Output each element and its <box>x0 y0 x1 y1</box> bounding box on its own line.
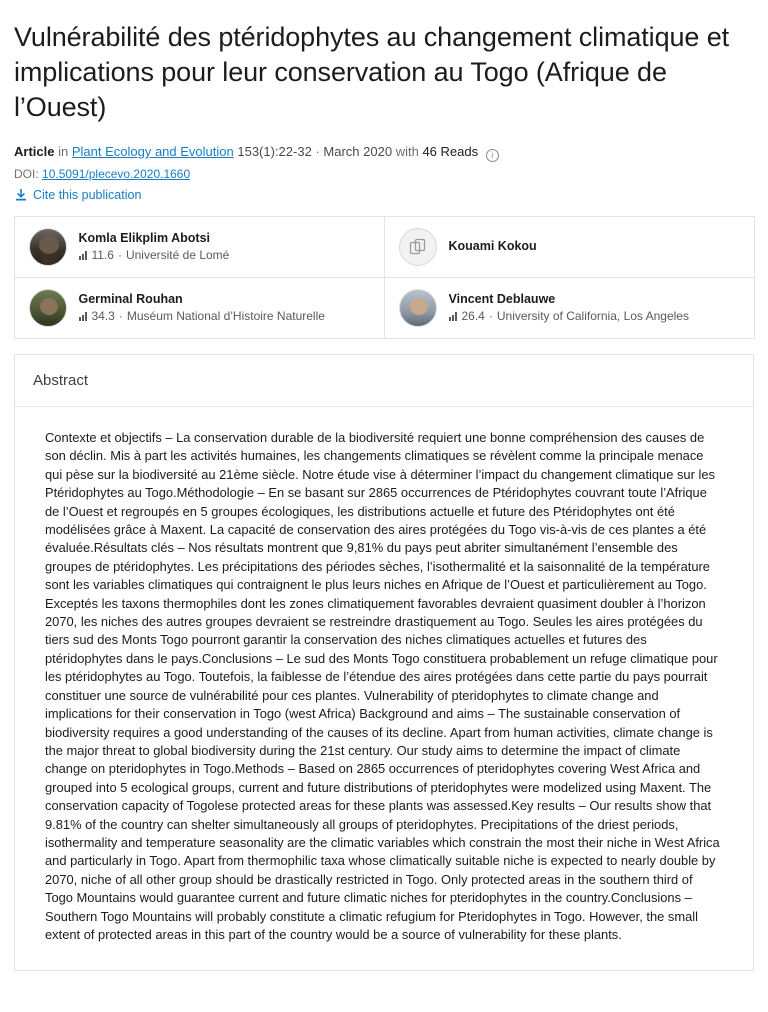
meta-with-label: with <box>395 144 419 159</box>
avatar[interactable] <box>399 289 437 327</box>
cite-label: Cite this publication <box>33 188 142 202</box>
author-affiliation: Université de Lomé <box>125 247 230 262</box>
download-cite-icon <box>14 188 28 202</box>
doi-link[interactable]: 10.5091/plecevo.2020.1660 <box>42 167 191 181</box>
author-card[interactable] <box>14 277 385 339</box>
abstract-section <box>14 354 754 971</box>
meta-separator-1: · <box>315 144 320 159</box>
author-score: 34.3 <box>91 308 115 323</box>
author-name: Vincent Deblauwe <box>448 291 556 306</box>
author-score: 11.6 <box>91 247 114 262</box>
score-bars-icon <box>449 312 457 321</box>
publication-date: March 2020 <box>323 144 393 159</box>
avatar-placeholder-icon[interactable] <box>399 228 437 266</box>
author-dot: · <box>488 308 493 323</box>
score-bars-icon <box>79 312 87 321</box>
journal-link[interactable]: Plant Ecology and Evolution <box>71 144 234 159</box>
author-meta <box>449 308 689 325</box>
author-dot: · <box>117 247 122 262</box>
author-name: Germinal Rouhan <box>78 291 183 306</box>
author-dot: · <box>118 308 123 323</box>
avatar[interactable] <box>29 289 67 327</box>
author-card[interactable] <box>384 216 755 278</box>
avatar[interactable] <box>29 228 67 266</box>
publication-meta <box>14 143 754 162</box>
author-name: Kouami Kokou <box>448 239 537 253</box>
authors-grid <box>14 216 754 338</box>
cite-this-publication-button[interactable] <box>14 188 754 202</box>
author-score: 26.4 <box>461 308 485 323</box>
author-affiliation: University of California, Los Angeles <box>496 308 689 323</box>
author-meta <box>79 247 230 264</box>
author-affiliation: Muséum National d’Histoire Naturelle <box>126 308 325 323</box>
issue-text: 153(1):22-32 <box>237 144 312 159</box>
abstract-heading: Abstract <box>15 355 753 407</box>
meta-in-label: in <box>58 144 69 159</box>
author-name: Komla Elikplim Abotsi <box>78 230 211 245</box>
author-meta <box>79 308 325 325</box>
page-title: Vulnérabilité des ptéridophytes au changement climatique et implications pour leur conservation au Togo (Afrique de l’Ouest) <box>14 22 730 122</box>
reads-count: 46 Reads <box>422 144 479 159</box>
score-bars-icon <box>79 251 87 260</box>
publication-type: Article <box>14 144 55 159</box>
doi-label: DOI: <box>14 167 39 181</box>
doi-line <box>14 167 754 181</box>
author-card[interactable] <box>14 216 385 278</box>
info-icon[interactable]: i <box>486 149 499 162</box>
author-card[interactable] <box>384 277 755 339</box>
abstract-text: Contexte et objectifs – La conservation durable de la biodiversité requiert une bonne compréhension des causes de son déclin. Mis à part les activités humaines, les changements climatiques se révèlent comme la principale menace qui pèse sur la biodiversité au 21ème siècle. Notre étude vise à déterminer l’impact du changement climatique sur les Ptéridophytes au Togo.Méthodologie – En se basant sur 2865 occurrences de Ptéridophytes couvrant toute l’Afrique de l’Ouest et regroupés en 5 groupes écologiques, les distributions actuelle et future des Ptéridophytes ont été modélisées grâce à Maxent. La capacité de conservation des aires protégées du Togo vis-à-vis de ces plantes a été évaluée.Résultats clés – Nos résultats montrent que 9,81% du pays peut abriter simultanément l’ensemble des groupes de ptéridophytes. Les précipitations des périodes sèches, l’isothermalité et la saisonnalité de la température sont les variables climatiques qui contraignent le plus leurs niches en Afrique de l’Ouest et particulièrement au Togo. Exceptés les taxons thermophiles dont les zones climatiquement favorables devraient quasiment doubler à l’horizon 2070, les niches des autres groupes devraient se restreindre drastiquement au Togo. Seules les aires protégées du tiers sud des Monts Togo pourront garantir la conservation des niches climatiques actuelles et futures des ptéridophytes dans le pays.Conclusions – Le sud des Monts Togo constituera probablement un refuge climatique pour les ptéridophytes au Togo. Toutefois, la faiblesse de l’étendue des aires protégées dans cette partie du pays pourrait constituer une source de vulnérabilité pour ces plantes. Vulnerability of pteridophytes to climate change and implications for their conservation in Togo (west Africa) Background and aims – The sustainable conservation of biodiversity requires a good understanding of the causes of its decline. Apart from human activities, climate change is the major threat to global biodiversity during the 21st century. Our study aims to determine the impact of climate change on pteridophytes in Togo.Methods – Based on 2865 occurrences of pteridophytes covering West Africa and grouped into 5 ecological groups, current and future distributions of pteridophytes were modelized using Maxent. The conservation capacity of Togolese protected areas for these plants was assessed.Key results – Our results show that 9.81% of the country can shelter simultaneously all groups of pteridophytes. Precipitations of the driest periods, isothermality and temperature seasonality are the climatic variables which constrain the most their niche in West Africa and particularly in Togo. Apart from thermophilic taxa whose climatically suitable niche is expected to nearly double by 2070, niche of all other group should be drastically restricted in Togo. Only protected areas in the southern third of Togo Mountains would guarantee current and future climatic niches for pteridophytes in the country.Conclusions – Southern Togo Mountains will probably constitute a climatic refugium for Pteridophytes in Togo. However, the small extent of protected areas in this part of the country would be a source of vulnerability for these plants. <box>45 430 720 942</box>
